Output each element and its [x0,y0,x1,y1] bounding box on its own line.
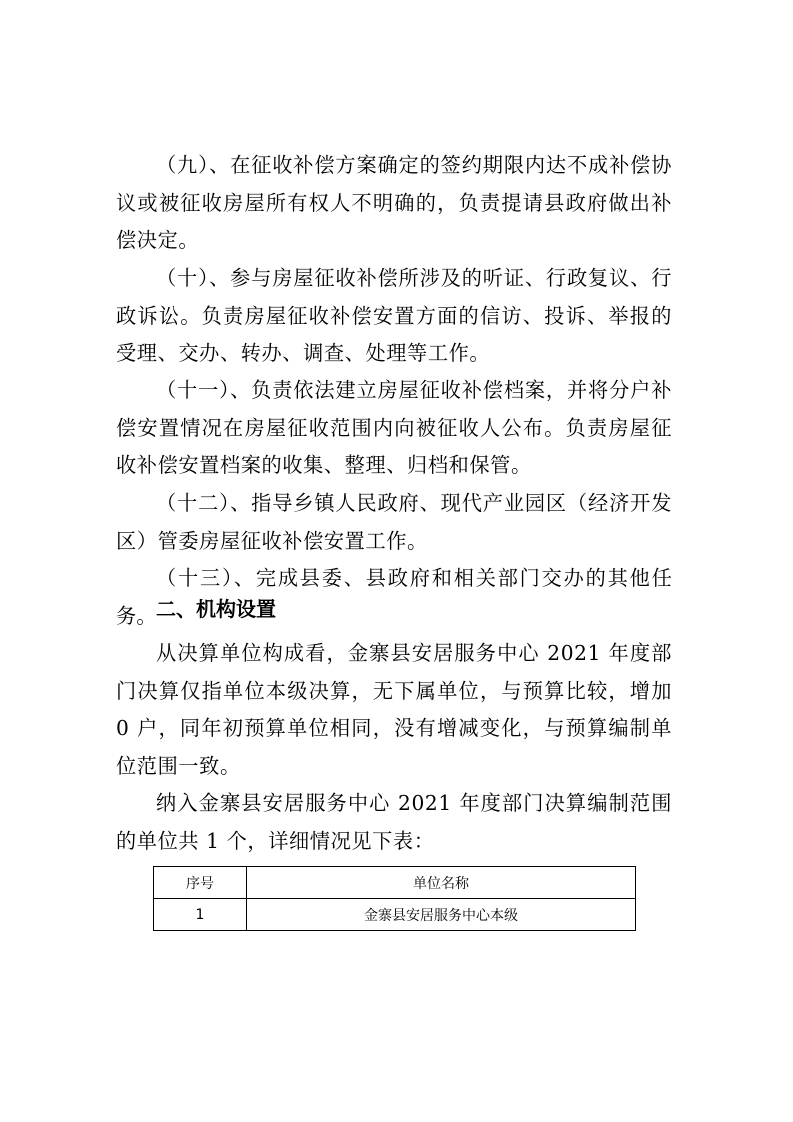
paragraph-item-11: （十一）、负责依法建立房屋征收补偿档案，并将分户补偿安置情况在房屋征收范围内向被征收人公布。负责房屋征收补偿安置档案的收集、整理、归档和保管。 [116,378,672,478]
paragraph-item-9: （九）、在征收补偿方案确定的签约期限内达不成补偿协议或被征收房屋所有权人不明确的，负责提请县政府做出补偿决定。 [116,153,672,253]
paragraph-item-10: （十）、参与房屋征收补偿所涉及的听证、行政复议、行政诉讼。负责房屋征收补偿安置方面的信访、投诉、举报的受理、交办、转办、调查、处理等工作。 [116,266,672,366]
table-cell-index: 1 [154,899,247,931]
unit-table [153,866,636,931]
paragraph-scope: 纳入金寨县安居服务中心 2021 年度部门决算编制范围的单位共 1 个，详细情况见下表： [116,791,672,853]
table-row [154,899,636,931]
column-header-unit-name: 单位名称 [247,867,636,899]
paragraph-structure: 从决算单位构成看，金寨县安居服务中心 2021 年度部门决算仅指单位本级决算，无下属单位，与预算比较，增加 0 户，同年初预算单位相同，没有增减变化，与预算编制单位范围一致。 [116,641,672,778]
section-heading: 二、机构设置 [156,597,276,621]
column-header-index: 序号 [154,867,247,899]
paragraph-item-12: （十二）、指导乡镇人民政府、现代产业园区（经济开发区）管委房屋征收补偿安置工作。 [116,491,672,553]
table-header-row [154,867,636,899]
paragraph-item-13: （十三）、完成县委、县政府和相关部门交办的其他任务。 [116,566,672,628]
table-cell-unit-name: 金寨县安居服务中心本级 [247,899,636,931]
